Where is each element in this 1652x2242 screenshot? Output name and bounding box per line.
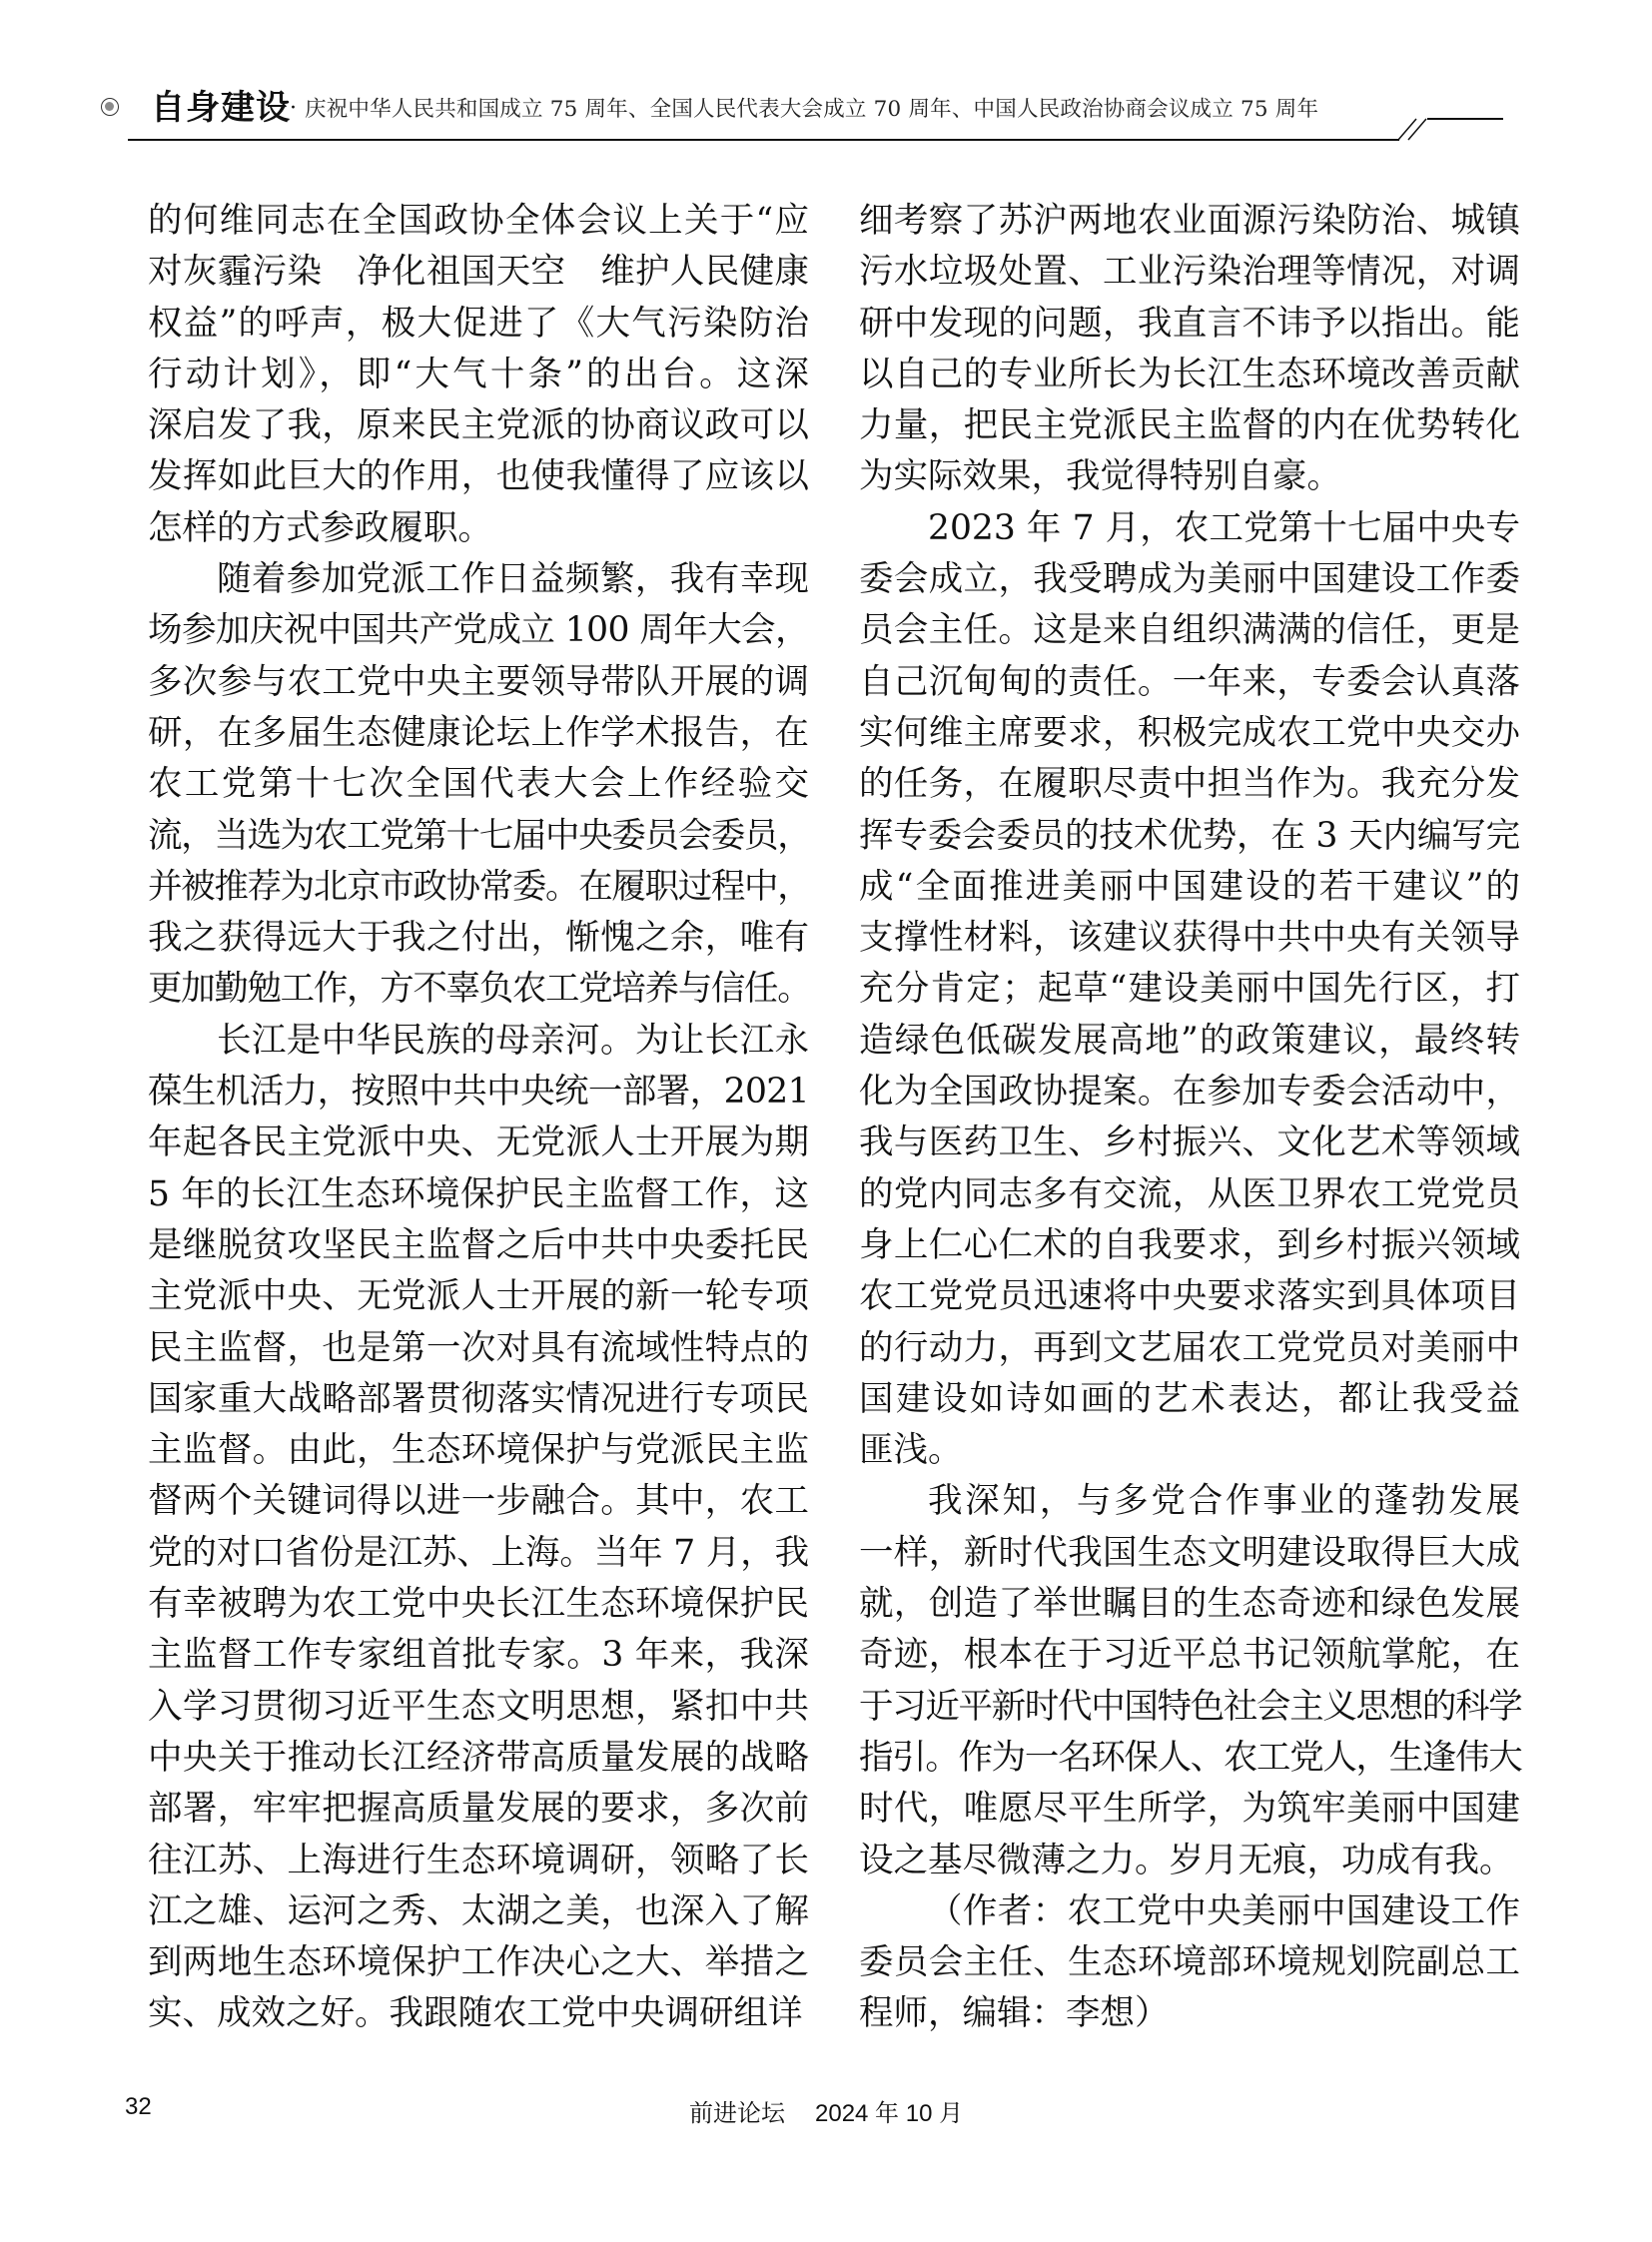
text-line: 委员会主任、生态环境部环境规划院副总工 [859,1942,1520,1983]
text-line: 污水垃圾处置、工业污染治理等情况，对调 [859,252,1520,293]
text-line: 指引。作为一名环保人、农工党人，生逢伟大 [859,1737,1522,1778]
header-separator: · [290,96,297,121]
text-line: 我与医药卫生、乡村振兴、文化艺术等领域 [859,1122,1520,1163]
text-line: 匪浅。 [859,1430,963,1471]
text-line: 委会成立，我受聘成为美丽中国建设工作委 [859,559,1520,600]
paragraph [148,554,809,1016]
text-line: 农工党第十七次全国代表大会上作经验交 [148,764,809,805]
paragraph [859,196,1520,503]
text-line: 程师，编辑：李想） [859,1993,1170,2034]
running-header [0,0,1652,180]
paragraph [148,1016,809,2040]
page-number: 32 [125,2093,152,2120]
text-line: 5 年的长江生态环境保护民主监督工作，这 [148,1173,809,1214]
text-line: 有幸被聘为农工党中央长江生态环境保护民 [148,1584,809,1625]
text-line: 怎样的方式参政履职。 [148,507,492,548]
text-line: 化为全国政协提案。在参加专委会活动中， [859,1072,1520,1113]
text-line: 的何维同志在全国政协全体会议上关于“应 [148,201,809,241]
text-line: 督两个关键词得以进一步融合。其中，农工 [148,1481,809,1522]
text-line: 支撑性材料，该建议获得中共中央有关领导 [859,918,1520,959]
footer-publication [689,2093,963,2128]
text-line: 奇迹，根本在于习近平总书记领航掌舵，在 [859,1635,1520,1676]
text-line: 往江苏、上海进行生态环境调研，领略了长 [148,1840,809,1880]
article-column-right [859,196,1520,2040]
text-line: 入学习贯彻习近平生态文明思想，紧扣中共 [148,1686,809,1727]
publication-name: 前进论坛 [689,2100,785,2127]
text-line: 时代，唯愿尽平生所学，为筑牢美丽中国建 [859,1789,1520,1830]
text-line: 中央关于推动长江经济带高质量发展的战略 [148,1737,809,1778]
text-line: 党的对口省份是江苏、上海。当年 7 月，我 [148,1532,809,1573]
text-line: 研，在多届生态健康论坛上作学术报告，在 [148,712,809,753]
issue-date: 2024 年 10 月 [815,2100,964,2127]
paragraph [859,1476,1520,1885]
text-line: 深启发了我，原来民主党派的协商议政可以 [148,405,809,446]
text-line: 权益”的呼声，极大促进了《大气污染防治 [148,303,809,344]
text-line: 身上仁心仁术的自我要求，到乡村振兴领域 [859,1224,1520,1265]
target-bullet-icon [101,98,119,116]
paragraph [148,196,809,554]
text-line: 更加勤勉工作，方不辜负农工党培养与信任。 [148,969,811,1010]
text-line: 部署，牢牢把握高质量发展的要求，多次前 [148,1789,809,1830]
text-line: 就，创造了举世瞩目的生态奇迹和绿色发展 [859,1584,1520,1625]
text-line: 研中发现的问题，我直言不讳予以指出。能 [859,303,1520,344]
text-line: 并被推荐为北京市政协常委。在履职过程中， [148,866,811,907]
text-line: （作者：农工党中央美丽中国建设工作 [928,1890,1520,1931]
text-line: 农工党党员迅速将中央要求落实到具体项目 [859,1276,1520,1317]
text-line: 力量，把民主党派民主监督的内在优势转化 [859,405,1520,446]
text-line: 2023 年 7 月，农工党第十七届中央专 [928,507,1520,548]
text-line: 国家重大战略部署贯彻落实情况进行专项民 [148,1378,809,1419]
text-line: 实、成效之好。我跟随农工党中央调研组详 [148,1993,803,2034]
text-line: 民主监督，也是第一次对具有流域性特点的 [148,1327,809,1368]
text-line: 国建设如诗如画的艺术表达，都让我受益 [859,1378,1520,1419]
header-rule-slash-2 [1408,119,1426,140]
text-line: 的党内同志多有交流，从医卫界农工党党员 [859,1173,1520,1214]
text-line: 的行动力，再到文艺届农工党党员对美丽中 [859,1327,1520,1368]
text-line: 随着参加党派工作日益频繁，我有幸现 [217,559,809,600]
section-title: 自身建设 [151,88,291,128]
header-subtitle: 庆祝中华人民共和国成立 75 周年、全国人民代表大会成立 70 周年、中国人民政治协商会议成立 75 周年 [305,97,1319,122]
text-line: 多次参与农工党中央主要领导带队开展的调 [148,661,809,702]
text-line: 到两地生态环境保护工作决心之大、举措之 [148,1942,809,1983]
text-line: 我之获得远大于我之付出，惭愧之余，唯有 [148,918,809,959]
text-line: 以自己的专业所长为长江生态环境改善贡献 [859,354,1520,394]
text-line: 江之雄、运河之秀、太湖之美，也深入了解 [148,1890,809,1931]
text-line: 年起各民主党派中央、无党派人士开展为期 [148,1122,809,1163]
text-line: 场参加庆祝中国共产党成立 100 周年大会， [148,610,809,651]
text-line: 流，当选为农工党第十七届中央委员会委员， [148,815,811,856]
text-line: 对灰霾污染 净化祖国天空 维护人民健康 [148,252,809,293]
text-line: 员会主任。这是来自组织满满的信任，更是 [859,610,1520,651]
paragraph [859,503,1520,1477]
text-line: 实何维主席要求，积极完成农工党中央交办 [859,712,1520,753]
text-line: 一样，新时代我国生态文明建设取得巨大成 [859,1532,1520,1573]
text-line: 设之基尽微薄之力。岁月无痕，功成有我。 [859,1840,1514,1880]
text-line: 发挥如此巨大的作用，也使我懂得了应该以 [148,456,809,497]
text-line: 成“全面推进美丽中国建设的若干建议”的 [859,866,1520,907]
text-line: 为实际效果，我觉得特别自豪。 [859,456,1341,497]
text-line: 葆生机活力，按照中共中央统一部署，2021 [148,1072,810,1113]
author-byline [859,1886,1520,2040]
header-rule-slash-1 [1398,119,1416,140]
text-line: 于习近平新时代中国特色社会主义思想的科学 [859,1686,1522,1727]
text-line: 挥专委会委员的技术优势，在 3 天内编写完 [859,815,1520,856]
text-line: 主监督。由此，生态环境保护与党派民主监 [148,1430,809,1471]
text-line: 造绿色低碳发展高地”的政策建议，最终转 [859,1020,1520,1061]
text-line: 长江是中华民族的母亲河。为让长江永 [217,1020,809,1061]
text-line: 是继脱贫攻坚民主监督之后中共中央委托民 [148,1224,809,1265]
text-line: 的任务，在履职尽责中担当作为。我充分发 [859,764,1520,805]
text-line: 自己沉甸甸的责任。一年来，专委会认真落 [859,661,1520,702]
text-line: 主党派中央、无党派人士开展的新一轮专项 [148,1276,809,1317]
text-line: 细考察了苏沪两地农业面源污染防治、城镇 [859,201,1520,241]
text-line: 我深知，与多党合作事业的蓬勃发展 [928,1481,1520,1522]
text-line: 主监督工作专家组首批专家。3 年来，我深 [148,1635,809,1676]
text-line: 行动计划》，即“大气十条”的出台。这深 [148,354,809,394]
text-line: 充分肯定；起草“建设美丽中国先行区，打 [859,969,1520,1010]
article-column-left [148,196,809,2040]
